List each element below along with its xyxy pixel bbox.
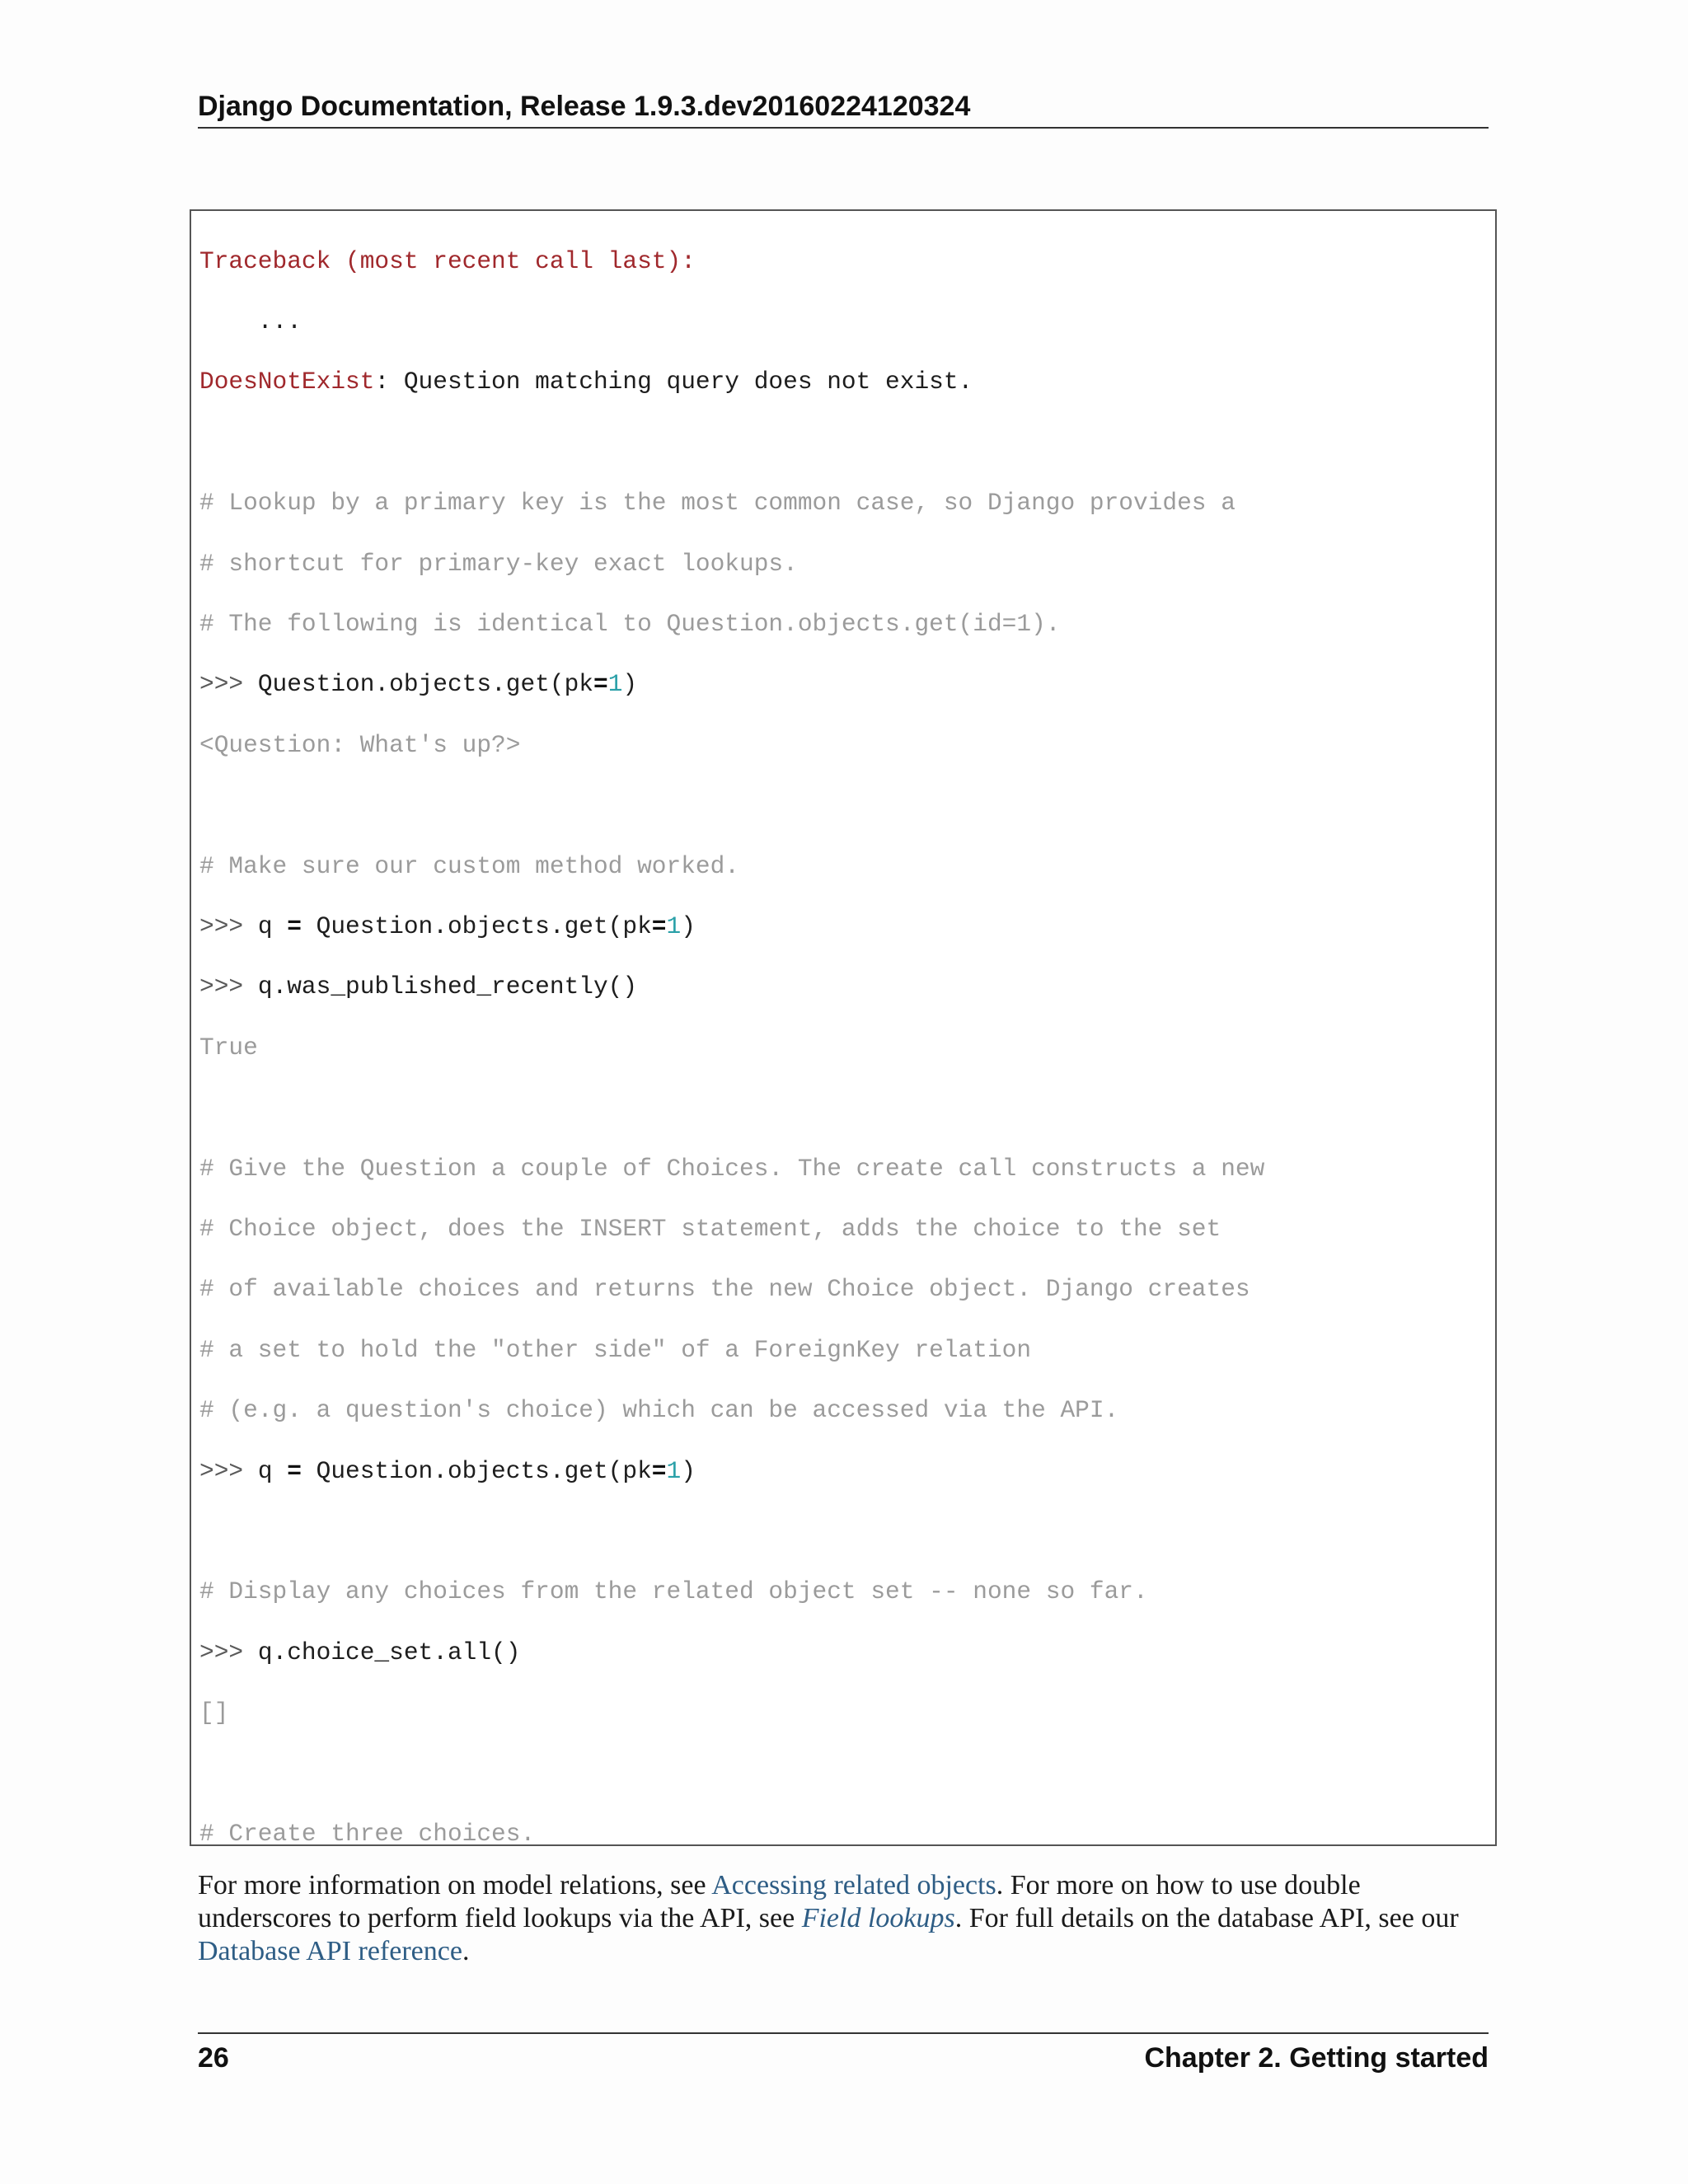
code-comment: # Create three choices. [199,1819,536,1846]
code-line: Traceback (most recent call last): [199,246,696,275]
code-comment: # Lookup by a primary key is the most common case, so Django provides a [199,489,1236,518]
code-comment: # Give the Question a couple of Choices. The create call constructs a new [199,1154,1265,1183]
link-field-lookups[interactable]: Field lookups [801,1903,955,1933]
blank-line [199,790,1495,821]
blank-line [199,1093,1495,1123]
link-accessing-related-objects[interactable]: Accessing related objects [711,1870,996,1900]
code-comment: # a set to hold the "other side" of a ForeignKey relation [199,1335,1032,1364]
code-line: >>> Question.objects.get(pk=1) [199,670,638,699]
code-output: <Question: What's up?> [199,730,521,759]
link-database-api-reference[interactable]: Database API reference [198,1936,462,1966]
running-header [198,89,1489,129]
code-comment: # Choice object, does the INSERT statement, adds the choice to the set [199,1214,1221,1243]
body-paragraph: For more information on model relations, see Accessing related objects. For more on how to use double underscores to perform field lookups via the API, see Field lookups. For full details on the database API, see our Database API reference. [198,1870,1459,1966]
code-comment: # The following is identical to Question.objects.get(id=1). [199,610,1061,639]
code-comment: # Make sure our custom method worked. [199,851,740,880]
document-title: Django Documentation, Release 1.9.3.dev20160224120324 [198,91,971,122]
code-line: >>> q.was_published_recently() [199,972,638,1001]
code-comment: # Display any choices from the related object set -- none so far. [199,1577,1148,1606]
code-line: ... [199,307,302,336]
running-footer [198,2032,1489,2075]
blank-line [199,1516,1495,1547]
code-output: True [199,1033,258,1062]
code-comment: # (e.g. a question's choice) which can be accessed via the API. [199,1396,1119,1425]
code-line: >>> q.choice_set.all() [199,1638,521,1666]
page-number: 26 [198,2042,229,2074]
code-line: >>> q = Question.objects.get(pk=1) [199,912,696,940]
blank-line [199,428,1495,458]
code-output: [] [199,1699,229,1727]
code-block [190,209,1497,1846]
code-listing [199,216,1495,1846]
chapter-title: Chapter 2. Getting started [1144,2042,1489,2074]
blank-line [199,1758,1495,1788]
code-line: >>> q = Question.objects.get(pk=1) [199,1456,696,1485]
code-comment: # of available choices and returns the new Choice object. Django creates [199,1275,1250,1304]
code-comment: # shortcut for primary-key exact lookups. [199,549,798,578]
code-line: DoesNotExist: Question matching query does not exist. [199,368,973,396]
